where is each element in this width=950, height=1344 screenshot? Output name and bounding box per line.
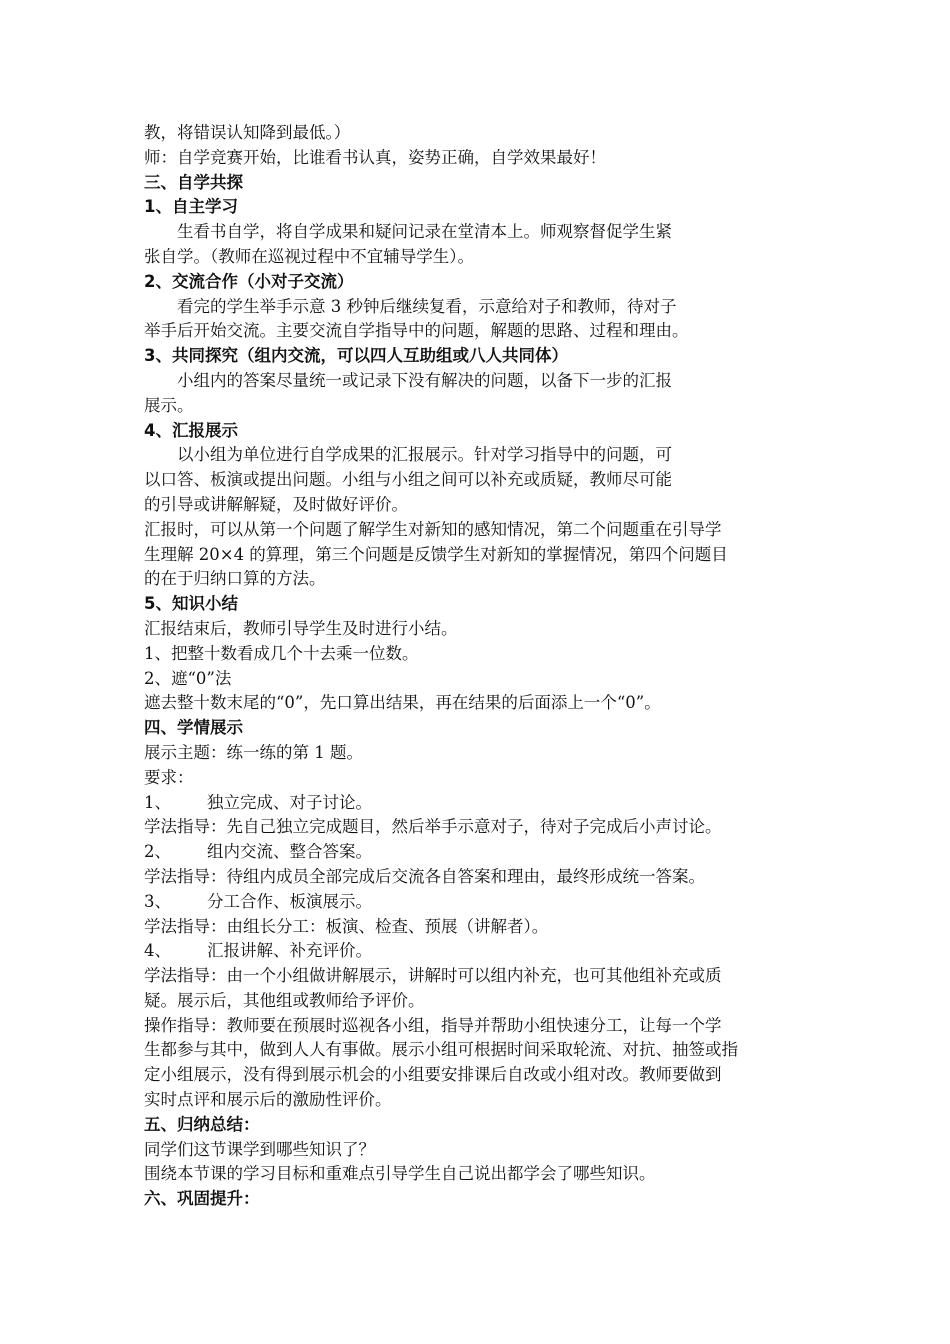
section-heading: 5、知识小结 <box>144 594 238 614</box>
item-text: 独立完成、对子讨论。 <box>207 792 372 812</box>
item-number: 1、 <box>144 792 171 812</box>
paragraph-line: 2、遮“0”法 <box>144 668 232 688</box>
paragraph-line: 操作指导：教师要在预展时巡视各小组，指导并帮助小组快速分工，让每一个学 <box>144 1015 722 1035</box>
paragraph-line: 同学们这节课学到哪些知识了？ <box>144 1139 375 1159</box>
section-heading: 三、自学共探 <box>144 172 243 192</box>
paragraph-line: 疑。展示后，其他组或教师给予评价。 <box>144 990 425 1010</box>
paragraph-line: 学法指导：由一个小组做讲解展示，讲解时可以组内补充，也可其他组补充或质 <box>144 966 722 986</box>
section-heading: 3、共同探究（组内交流，可以四人互助组或八人共同体） <box>144 346 568 366</box>
paragraph-line: 展示。 <box>144 395 194 415</box>
item-number: 4、 <box>144 941 171 961</box>
paragraph-line: 生理解 20×4 的算理，第三个问题是反馈学生对新知的掌握情况，第四个问题目 <box>144 544 728 564</box>
paragraph-line: 生都参与其中，做到人人有事做。展示小组可根据时间采取轮流、对抗、抽签或指 <box>144 1040 738 1060</box>
paragraph-line: 看完的学生举手示意 3 秒钟后继续复看，示意给对子和教师，待对子 <box>177 296 677 316</box>
paragraph-line: 师：自学竞赛开始，比谁看书认真，姿势正确，自学效果最好！ <box>144 147 606 167</box>
paragraph-line: 要求： <box>144 767 194 787</box>
item-text: 分工合作、板演展示。 <box>207 891 372 911</box>
paragraph-line: 1、把整十数看成几个十去乘一位数。 <box>144 643 419 663</box>
paragraph-line: 以口答、板演或提出问题。小组与小组之间可以补充或质疑，教师尽可能 <box>144 470 672 490</box>
paragraph-line: 小组内的答案尽量统一或记录下没有解决的问题，以备下一步的汇报 <box>177 370 672 390</box>
numbered-item <box>144 791 824 816</box>
section-heading: 四、学情展示 <box>144 718 243 738</box>
paragraph-line: 遮去整十数末尾的“0”，先口算出结果，再在结果的后面添上一个“0”。 <box>144 693 661 713</box>
section-heading: 2、交流合作（小对子交流） <box>144 271 354 291</box>
paragraph-line: 的在于归纳口算的方法。 <box>144 569 326 589</box>
paragraph-line: 实时点评和展示后的激励性评价。 <box>144 1090 392 1110</box>
paragraph-line: 汇报时，可以从第一个问题了解学生对新知的感知情况，第二个问题重在引导学 <box>144 519 722 539</box>
item-text: 汇报讲解、补充评价。 <box>207 941 372 961</box>
paragraph-line: 学法指导：待组内成员全部完成后交流各自答案和理由，最终形成统一答案。 <box>144 866 705 886</box>
paragraph-line: 的引导或讲解解疑，及时做好评价。 <box>144 494 408 514</box>
item-text: 组内交流、整合答案。 <box>207 842 372 862</box>
numbered-item <box>144 840 824 865</box>
paragraph-line: 定小组展示，没有得到展示机会的小组要安排课后自改或小组对改。教师要做到 <box>144 1065 722 1085</box>
paragraph-line: 展示主题：练一练的第 1 题。 <box>144 742 363 762</box>
numbered-item <box>144 939 824 964</box>
numbered-item <box>144 890 824 915</box>
paragraph-line: 张自学。（教师在巡视过程中不宜辅导学生）。 <box>144 246 474 266</box>
paragraph-line: 举手后开始交流。主要交流自学指导中的问题，解题的思路、过程和理由。 <box>144 321 689 341</box>
document-page <box>144 121 824 1212</box>
paragraph-line: 教，将错误认知降到最低。） <box>144 123 351 142</box>
paragraph-line: 生看书自学，将自学成果和疑问记录在堂清本上。师观察督促学生紧 <box>177 222 672 242</box>
paragraph-line: 学法指导：由组长分工：板演、检查、预展（讲解者）。 <box>144 916 549 936</box>
item-number: 2、 <box>144 842 171 862</box>
section-heading: 1、自主学习 <box>144 197 238 217</box>
paragraph-line: 汇报结束后，教师引导学生及时进行小结。 <box>144 618 458 638</box>
section-heading: 六、巩固提升： <box>144 1189 260 1209</box>
paragraph-line: 学法指导：先自己独立完成题目，然后举手示意对子，待对子完成后小声讨论。 <box>144 817 722 837</box>
section-heading: 4、汇报展示 <box>144 420 238 440</box>
paragraph-line: 围绕本节课的学习目标和重难点引导学生自己说出都学会了哪些知识。 <box>144 1164 656 1184</box>
paragraph-line: 以小组为单位进行自学成果的汇报展示。针对学习指导中的问题，可 <box>177 445 672 465</box>
item-number: 3、 <box>144 891 171 911</box>
section-heading: 五、归纳总结： <box>144 1114 260 1134</box>
